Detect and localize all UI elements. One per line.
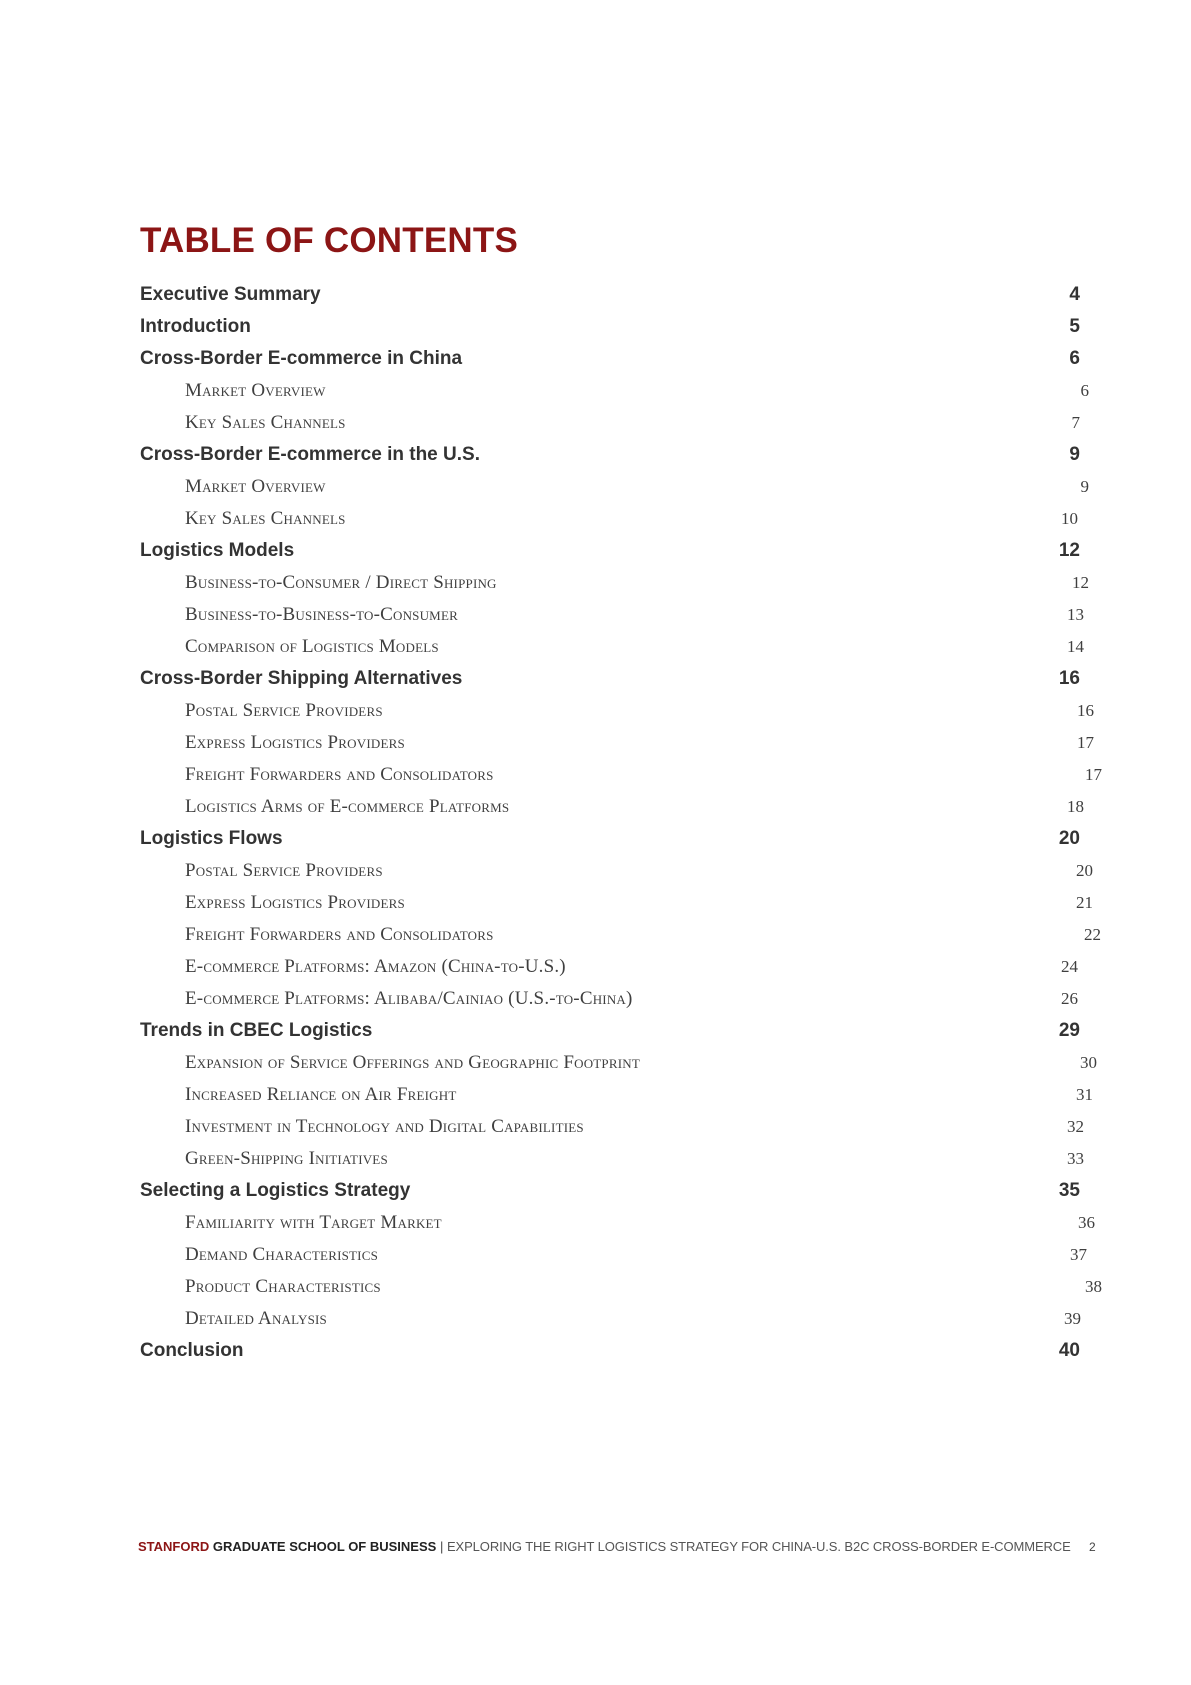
toc-entry-page-number: 12 [1058, 540, 1080, 561]
toc-entry-page-number: 9 [1080, 477, 1089, 496]
toc-entry-label: Cross-Border E-commerce in the U.S. [140, 444, 480, 465]
toc-entry-label: Trends in CBEC Logistics [140, 1020, 373, 1041]
toc-entry-label: Postal Service Providers [185, 860, 383, 881]
toc-section-entry[interactable] [0, 537, 1191, 565]
toc-entry-page-number: 21 [1076, 893, 1093, 912]
toc-entry-page-number: 35 [1058, 1180, 1080, 1201]
toc-entry-page-number: 10 [1061, 509, 1078, 528]
toc-entry-page-number: 40 [1058, 1340, 1080, 1361]
page-footer [138, 1537, 1071, 1557]
toc-subsection-entry[interactable] [0, 505, 1191, 533]
footer-brand-name: GRADUATE SCHOOL OF BUSINESS [212, 1539, 437, 1554]
toc-entry-page-number: 4 [1069, 284, 1080, 305]
toc-section-entry[interactable] [0, 441, 1191, 469]
toc-entry-page-number: 26 [1061, 989, 1078, 1008]
toc-subsection-entry[interactable] [0, 857, 1191, 885]
toc-entry-label: Key Sales Channels [185, 412, 346, 433]
toc-subsection-entry[interactable] [0, 601, 1191, 629]
toc-entry-page-number: 30 [1080, 1053, 1097, 1072]
footer-page-number: 2 [1089, 1540, 1096, 1554]
toc-section-entry[interactable] [0, 825, 1191, 853]
toc-entry-label: Conclusion [140, 1340, 244, 1361]
toc-entry-label: Increased Reliance on Air Freight [185, 1084, 457, 1105]
toc-subsection-entry[interactable] [0, 921, 1191, 949]
toc-entry-label: Business-to-Consumer / Direct Shipping [185, 572, 497, 593]
toc-section-entry[interactable] [0, 1017, 1191, 1045]
toc-entry-page-number: 12 [1072, 573, 1089, 592]
toc-entry-page-number: 33 [1067, 1149, 1084, 1168]
toc-subsection-entry[interactable] [0, 1209, 1191, 1237]
toc-entry-page-number: 22 [1084, 925, 1101, 944]
toc-entry-page-number: 5 [1069, 316, 1080, 337]
toc-entry-page-number: 6 [1069, 348, 1080, 369]
toc-entry-label: Cross-Border E-commerce in China [140, 348, 463, 369]
toc-subsection-entry[interactable] [0, 793, 1191, 821]
toc-entry-label: Cross-Border Shipping Alternatives [140, 668, 463, 689]
toc-entry-label: Postal Service Providers [185, 700, 383, 721]
toc-entry-page-number: 29 [1058, 1020, 1080, 1041]
toc-entry-label: Freight Forwarders and Consolidators [185, 924, 494, 945]
toc-subsection-entry[interactable] [0, 889, 1191, 917]
toc-subsection-entry[interactable] [0, 729, 1191, 757]
toc-section-entry[interactable] [0, 1177, 1191, 1205]
toc-entry-label: Selecting a Logistics Strategy [140, 1180, 411, 1201]
toc-entry-page-number: 37 [1070, 1245, 1087, 1264]
toc-subsection-entry[interactable] [0, 1113, 1191, 1141]
toc-subsection-entry[interactable] [0, 1305, 1191, 1333]
toc-entry-page-number: 31 [1076, 1085, 1093, 1104]
toc-entry-label: Investment in Technology and Digital Capabilities [185, 1116, 584, 1137]
toc-entry-label: Logistics Flows [140, 828, 283, 849]
toc-subsection-entry[interactable] [0, 1049, 1191, 1077]
toc-entry-page-number: 7 [1071, 413, 1080, 432]
toc-subsection-entry[interactable] [0, 953, 1191, 981]
toc-entry-label: Market Overview [185, 380, 326, 401]
toc-entry-label: Demand Characteristics [185, 1244, 378, 1265]
toc-entry-label: Express Logistics Providers [185, 892, 405, 913]
toc-entry-label: Familiarity with Target Market [185, 1212, 442, 1233]
toc-entry-label: Market Overview [185, 476, 326, 497]
toc-entry-page-number: 17 [1077, 733, 1094, 752]
footer-document-title: EXPLORING THE RIGHT LOGISTICS STRATEGY FOR CHINA-U.S. B2C CROSS-BORDER E-COMMERCE [446, 1539, 1071, 1554]
toc-section-entry[interactable] [0, 281, 1191, 309]
toc-entry-label: Key Sales Channels [185, 508, 346, 529]
footer-brand-accent: STANFORD [138, 1539, 210, 1554]
toc-entry-page-number: 6 [1080, 381, 1089, 400]
toc-entry-page-number: 20 [1076, 861, 1093, 880]
toc-entry-page-number: 9 [1069, 444, 1080, 465]
toc-entry-label: Express Logistics Providers [185, 732, 405, 753]
toc-subsection-entry[interactable] [0, 761, 1191, 789]
page-title: TABLE OF CONTENTS [140, 221, 519, 260]
toc-entry-label: Expansion of Service Offerings and Geographic Footprint [185, 1052, 640, 1073]
toc-subsection-entry[interactable] [0, 377, 1191, 405]
toc-entry-label: Product Characteristics [185, 1276, 381, 1297]
toc-subsection-entry[interactable] [0, 1145, 1191, 1173]
toc-subsection-entry[interactable] [0, 473, 1191, 501]
toc-subsection-entry[interactable] [0, 1241, 1191, 1269]
toc-entry-label: Comparison of Logistics Models [185, 636, 439, 657]
toc-entry-page-number: 16 [1058, 668, 1080, 689]
toc-entry-label: Logistics Models [140, 540, 295, 561]
toc-section-entry[interactable] [0, 345, 1191, 373]
toc-subsection-entry[interactable] [0, 1273, 1191, 1301]
toc-entry-page-number: 32 [1067, 1117, 1084, 1136]
toc-entry-page-number: 18 [1067, 797, 1084, 816]
toc-subsection-entry[interactable] [0, 697, 1191, 725]
toc-subsection-entry[interactable] [0, 633, 1191, 661]
toc-entry-page-number: 24 [1061, 957, 1078, 976]
toc-entry-label: Business-to-Business-to-Consumer [185, 604, 458, 625]
toc-entry-label: Introduction [140, 316, 251, 337]
toc-entry-page-number: 14 [1067, 637, 1084, 656]
toc-entry-label: E-commerce Platforms: Amazon (China-to-U.S.) [185, 956, 566, 977]
toc-entry-page-number: 13 [1067, 605, 1084, 624]
toc-subsection-entry[interactable] [0, 1081, 1191, 1109]
toc-entry-label: Detailed Analysis [185, 1308, 327, 1329]
toc-section-entry[interactable] [0, 1337, 1191, 1365]
footer-separator: | [439, 1539, 444, 1554]
toc-entry-label: Green-Shipping Initiatives [185, 1148, 388, 1169]
toc-entry-page-number: 20 [1058, 828, 1080, 849]
toc-entry-label: E-commerce Platforms: Alibaba/Cainiao (U.S.-to-China) [185, 988, 633, 1009]
toc-entry-page-number: 39 [1064, 1309, 1081, 1328]
toc-entry-page-number: 38 [1085, 1277, 1102, 1296]
toc-entry-label: Logistics Arms of E-commerce Platforms [185, 796, 510, 817]
toc-entry-label: Freight Forwarders and Consolidators [185, 764, 494, 785]
toc-subsection-entry[interactable] [0, 985, 1191, 1013]
toc-section-entry[interactable] [0, 665, 1191, 693]
toc-subsection-entry[interactable] [0, 569, 1191, 597]
toc-section-entry[interactable] [0, 313, 1191, 341]
toc-entry-page-number: 36 [1078, 1213, 1095, 1232]
toc-entry-page-number: 16 [1077, 701, 1094, 720]
toc-subsection-entry[interactable] [0, 409, 1191, 437]
toc-entry-label: Executive Summary [140, 284, 321, 305]
toc-entry-page-number: 17 [1085, 765, 1102, 784]
